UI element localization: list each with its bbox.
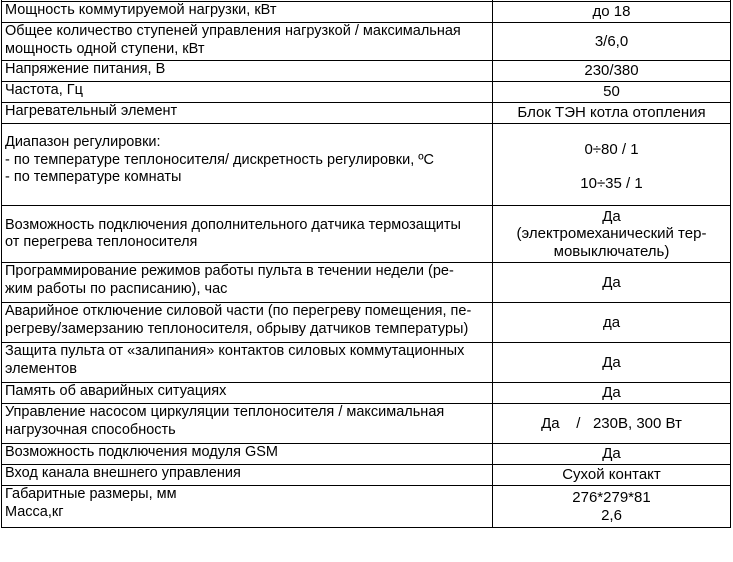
param-cell xyxy=(2,263,493,303)
param-text: Частота, Гц xyxy=(5,82,83,98)
table-row xyxy=(2,61,731,82)
value-text: Да xyxy=(602,353,621,371)
value-text: (электромеханический тер- xyxy=(516,225,707,243)
param-text: Память об аварийных ситуациях xyxy=(5,383,227,399)
param-text: мощность одной ступени, кВт xyxy=(5,40,205,57)
value-text: да xyxy=(602,313,621,331)
param-cell xyxy=(2,404,493,444)
table-row xyxy=(2,82,731,103)
value-cell xyxy=(493,23,731,61)
param-cell xyxy=(2,343,493,383)
param-text: Возможность подключения дополнительного датчика термозащиты xyxy=(5,216,461,233)
value-cell xyxy=(493,103,731,124)
value-text: 3/6,0 xyxy=(594,32,629,50)
param-text: Аварийное отключение силовой части (по перегреву помещения, пе- xyxy=(5,303,472,319)
param-cell xyxy=(2,383,493,404)
value-cell xyxy=(493,124,731,206)
value-cell xyxy=(493,444,731,465)
param-text: элементов xyxy=(5,360,77,377)
table-row xyxy=(2,23,731,61)
param-text: Напряжение питания, В xyxy=(5,61,166,77)
param-cell xyxy=(2,2,493,23)
value-text: до 18 xyxy=(592,3,631,21)
value-cell xyxy=(493,2,731,23)
param-cell xyxy=(2,23,493,61)
value-cell xyxy=(493,303,731,343)
param-text: Вход канала внешнего управления xyxy=(5,465,241,481)
value-text: 276*279*81 xyxy=(572,489,651,506)
param-text: Нагревательный элемент xyxy=(5,103,178,119)
value-cell xyxy=(493,486,731,528)
value-cell xyxy=(493,383,731,404)
table-row xyxy=(2,383,731,404)
table-row xyxy=(2,303,731,343)
value-cell xyxy=(493,206,731,263)
value-text: Да xyxy=(602,384,621,402)
table-row xyxy=(2,465,731,486)
value-text: Да xyxy=(602,273,621,291)
param-text: Масса,кг xyxy=(5,503,64,520)
param-text: Габаритные размеры, мм xyxy=(5,486,177,502)
table-row xyxy=(2,2,731,23)
param-text: нагрузочная способность xyxy=(5,421,176,438)
value-text: 0÷80 / 1 xyxy=(584,140,639,158)
table-row xyxy=(2,343,731,383)
value-cell xyxy=(493,465,731,486)
param-cell xyxy=(2,124,493,206)
table-row xyxy=(2,486,731,528)
param-text: Возможность подключения модуля GSM xyxy=(5,444,279,460)
param-text: Программирование режимов работы пульта в течении недели (ре- xyxy=(5,263,454,279)
value-text: 10÷35 / 1 xyxy=(580,175,643,192)
value-text: Блок ТЭН котла отопления xyxy=(517,104,706,122)
param-cell xyxy=(2,303,493,343)
value-text: Да xyxy=(602,207,621,225)
value-text: Сухой контакт xyxy=(562,466,661,484)
param-cell xyxy=(2,103,493,124)
value-text: Да / 230В, 300 Вт xyxy=(541,414,682,432)
param-text: Защита пульта от «залипания» контактов силовых коммутационных xyxy=(5,343,465,359)
value-cell xyxy=(493,404,731,444)
param-text: Управление насосом циркуляции теплоносителя / максимальная xyxy=(5,404,445,420)
spec-table xyxy=(1,0,731,528)
value-cell xyxy=(493,263,731,303)
param-text: регреву/замерзанию теплоносителя, обрыву датчиков температуры) xyxy=(5,320,469,337)
table-row xyxy=(2,404,731,444)
value-cell xyxy=(493,343,731,383)
param-text: от перегрева теплоносителя xyxy=(5,234,198,250)
param-text: - по температуре комнаты xyxy=(5,169,182,185)
param-cell xyxy=(2,444,493,465)
param-text: Общее количество ступеней управления нагрузкой / максимальная xyxy=(5,23,461,39)
table-row xyxy=(2,444,731,465)
table-row xyxy=(2,263,731,303)
value-text: Да xyxy=(602,445,621,463)
value-cell xyxy=(493,82,731,103)
param-cell xyxy=(2,486,493,528)
param-text: Мощность коммутируемой нагрузки, кВт xyxy=(5,2,277,18)
param-cell xyxy=(2,61,493,82)
table-row xyxy=(2,206,731,263)
value-cell xyxy=(493,61,731,82)
value-text: 230/380 xyxy=(584,62,639,80)
value-text: мовыключатель) xyxy=(553,242,670,260)
param-cell xyxy=(2,82,493,103)
param-text: жим работы по расписанию), час xyxy=(5,280,228,297)
param-cell xyxy=(2,206,493,263)
value-text: 2,6 xyxy=(601,506,622,524)
param-text: - по температуре теплоносителя/ дискретность регулировки, ºC xyxy=(5,151,435,168)
param-cell xyxy=(2,465,493,486)
value-text: 50 xyxy=(603,83,620,101)
param-text: Диапазон регулировки: xyxy=(5,134,161,150)
table-row xyxy=(2,103,731,124)
table-row xyxy=(2,124,731,206)
